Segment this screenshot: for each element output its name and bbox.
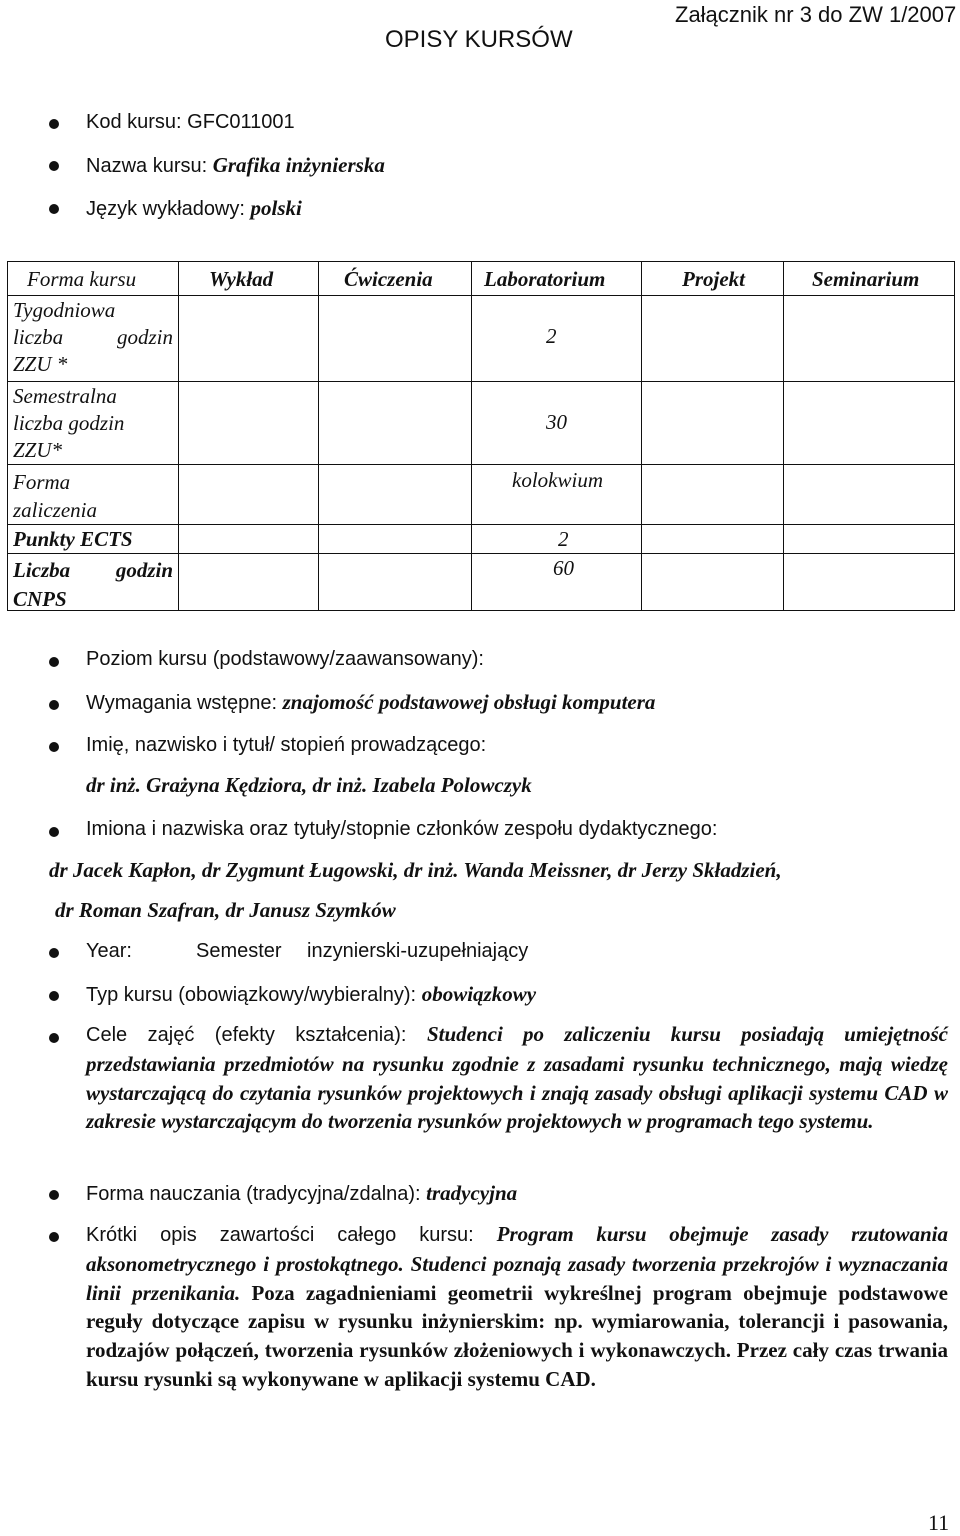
bullet-icon [49, 1190, 59, 1200]
team-value-line-2: dr Roman Szafran, dr Janusz Szymków [55, 898, 396, 922]
bullet-icon [49, 1033, 59, 1043]
col-header-form: Forma kursu [27, 267, 137, 291]
lecturer-value: dr inż. Grażyna Kędziora, dr inż. Izabela Polowczyk [86, 773, 532, 797]
annex-label: Załącznik nr 3 do ZW 1/2007 [675, 2, 957, 27]
course-type-label: Typ kursu (obowiązkowy/wybieralny): [86, 984, 422, 1006]
goals-value: Studenci po zaliczeniu kursu posiadają umiejętność przedstawiania przedmiotów na rysunku zgodnie z zasadami rysunku technicznego, mają wiedzę wystarczającą do czytania rysunków projektowych i znają zasady obsługi aplikacji systemu CAD w zakresie wystarczającym do tworzenia rysunków projektowych w programach tego systemu. [86, 1022, 948, 1134]
course-language-value: polski [250, 196, 302, 220]
row-label-semester: Semestralna liczba godzin ZZU* [13, 384, 125, 462]
teaching-form [86, 1181, 517, 1206]
row-label-ects: Punkty ECTS [13, 527, 133, 551]
row-label-weekly: Tygodniowa liczba godzin ZZU * [13, 298, 173, 376]
bullet-icon [49, 948, 59, 958]
course-code-label: Kod kursu: [86, 111, 188, 133]
row-value-credit-form: kolokwium [512, 468, 603, 492]
description-value-italic: Program kursu obejmuje zasady rzutowania aksonometrycznego i prostokątnego. Studenci poznają zasady tworzenia przekrojów i wyznaczania linii przenikania. [86, 1222, 948, 1305]
bullet-icon [49, 827, 59, 837]
col-header-seminar: Seminarium [812, 267, 920, 291]
semester-value: inzynierski-uzupełniający [307, 940, 529, 962]
bullet-icon [49, 657, 59, 667]
team-value-line-1: dr Jacek Kapłon, dr Zygmunt Ługowski, dr inż. Wanda Meissner, dr Jerzy Składzień, [49, 858, 782, 882]
bullet-icon [49, 161, 59, 171]
course-language-label: Język wykładowy: [86, 198, 251, 220]
course-type [86, 982, 536, 1007]
requirements-label: Wymagania wstępne: [86, 692, 283, 714]
col-header-project: Projekt [682, 267, 745, 291]
teaching-form-value: tradycyjna [426, 1181, 518, 1205]
course-code [86, 111, 295, 134]
description-value-rest: Poza zagadnieniami geometrii wykreślnej program obejmuje podstawowe reguły dotyczące zapisu w rysunku inżynierskim: np. wymiarowania, tolerancji i pasowania, rodzajów połączeń, tworzenia rysunków złożeniowych i wykonawczych. Przez cały czas trwania kursu rysunki są wykonywane w aplikacji systemu CAD. [86, 1280, 948, 1391]
bullet-icon [49, 119, 59, 129]
row-label-credit-form: Forma zaliczenia [13, 470, 97, 522]
row-label-cnps: Liczba godzin CNPS [13, 558, 173, 611]
course-language [86, 196, 302, 221]
team-label: Imiona i nazwiska oraz tytuły/stopnie członków zespołu dydaktycznego: [86, 818, 718, 840]
col-header-laboratory: Laboratorium [484, 267, 606, 291]
course-type-value: obowiązkowy [421, 982, 537, 1006]
course-name-label: Nazwa kursu: [86, 155, 213, 177]
year-label: Year: [86, 940, 132, 962]
description-paragraph [86, 1220, 948, 1394]
bullet-icon [49, 700, 59, 710]
row-value-ects: 2 [558, 527, 569, 551]
col-header-lecture: Wykład [209, 267, 274, 291]
course-code-value: GFC011001 [187, 111, 295, 133]
teaching-form-label: Forma nauczania (tradycyjna/zdalna): [86, 1183, 427, 1205]
level-label: Poziom kursu (podstawowy/zaawansowany): [86, 648, 484, 670]
col-header-exercises: Ćwiczenia [344, 267, 433, 291]
semester-label: Semester [196, 940, 282, 962]
description-label: Krótki opis zawartości całego kursu: [86, 1224, 497, 1246]
bullet-icon [49, 204, 59, 214]
requirements [86, 690, 655, 715]
course-form-table [7, 261, 955, 611]
requirements-value: znajomość podstawowej obsługi komputera [282, 690, 656, 714]
course-name-value: Grafika inżynierska [212, 153, 385, 177]
row-value-semester: 30 [546, 410, 567, 434]
lecturer-label: Imię, nazwisko i tytuł/ stopień prowadzącego: [86, 734, 487, 756]
bullet-icon [49, 991, 59, 1001]
bullet-icon [49, 742, 59, 752]
goals-paragraph [86, 1020, 948, 1136]
row-value-cnps: 60 [553, 556, 574, 580]
row-value-weekly: 2 [546, 324, 557, 348]
bullet-icon [49, 1232, 59, 1242]
goals-label: Cele zajęć (efekty kształcenia): [86, 1024, 427, 1046]
page-title: OPISY KURSÓW [385, 26, 573, 53]
page-number: 11 [928, 1510, 950, 1535]
course-name [86, 153, 385, 178]
